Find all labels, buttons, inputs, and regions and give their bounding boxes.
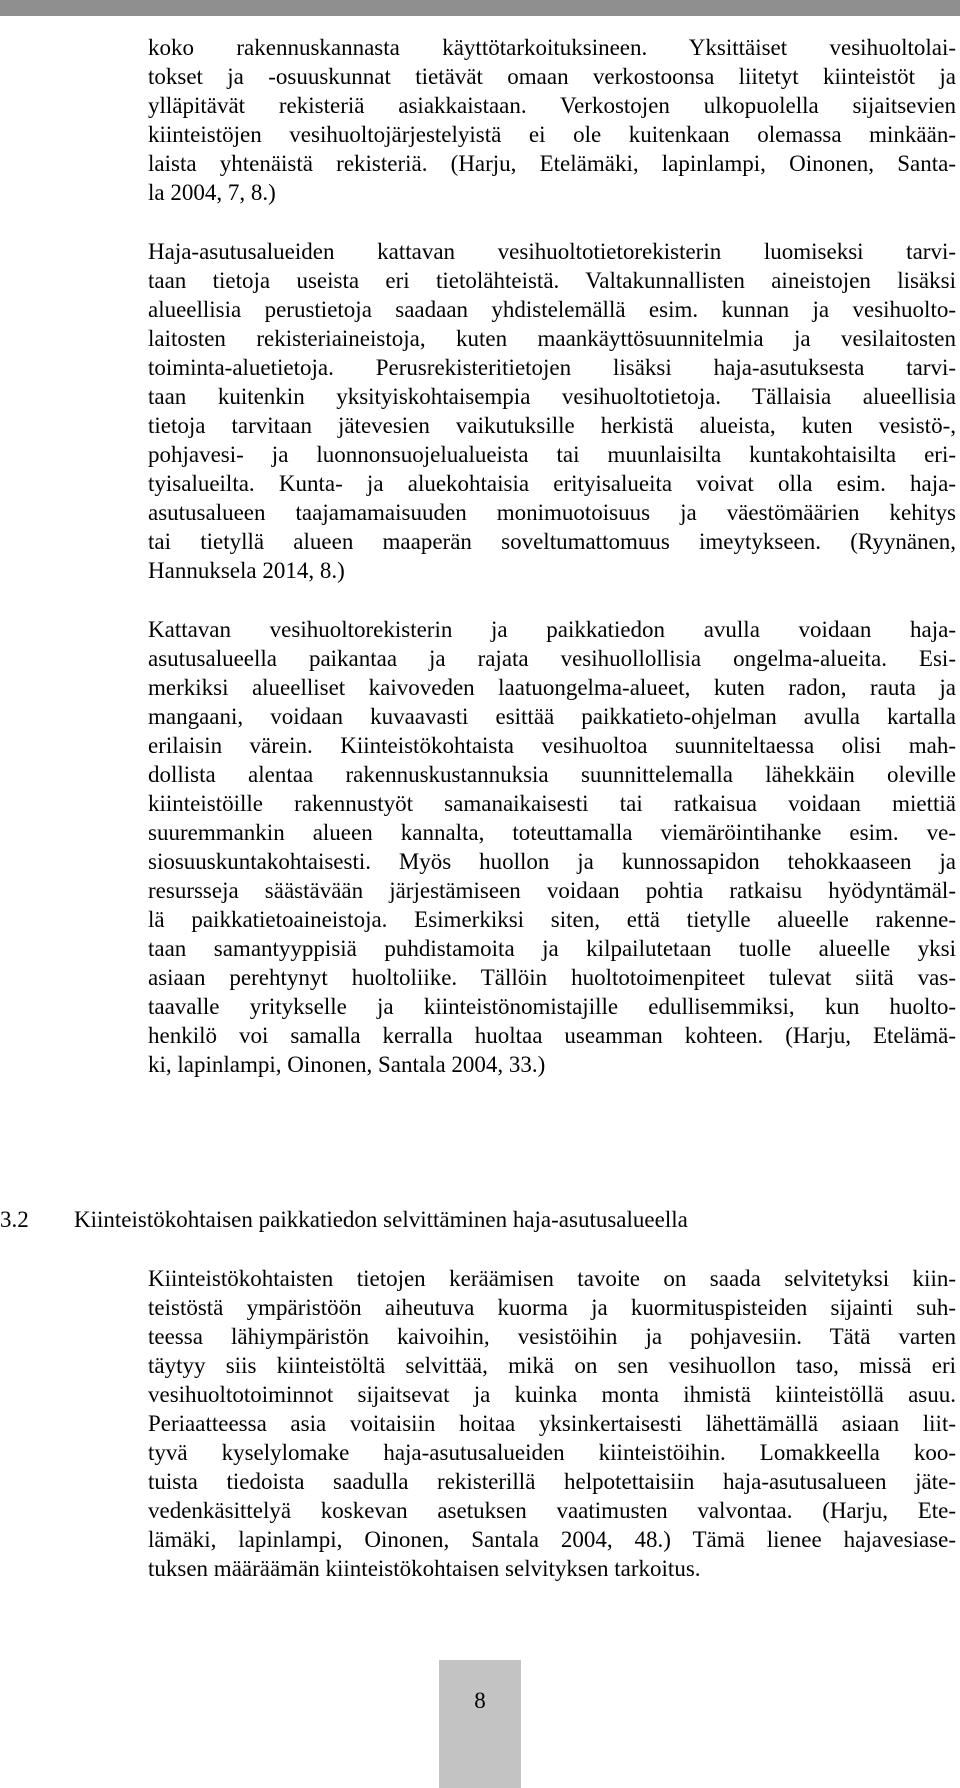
- top-rule: [0, 0, 960, 16]
- text-line: tuista tiedoista saadulla rekisterillä helpotettaisiin haja-asutusalueen jäte-: [148, 1469, 956, 1494]
- text-line: teistöstä ympäristöön aiheutuva kuorma ja kuormituspisteiden sijainti suh-: [148, 1295, 956, 1320]
- page-number-box: [439, 1660, 521, 1788]
- text-line: tuksen määräämän kiinteistökohtaisen selvityksen tarkoitus.: [148, 1556, 701, 1581]
- text-line: vedenkäsittelyä koskevan asetuksen vaatimusten valvontaa. (Harju, Ete-: [148, 1498, 956, 1523]
- text-line: teessa lähiympäristön kaivoihin, vesistöihin ja pohjavesiin. Tätä varten: [148, 1324, 956, 1349]
- text-line: Haja-asutusalueiden kattavan vesihuoltotietorekisterin luomiseksi tarvi-: [148, 239, 956, 264]
- text-line: siosuuskuntakohtaisesti. Myös huollon ja kunnossapidon tehokkaaseen ja: [148, 849, 956, 874]
- text-line: tokset ja -osuuskunnat tietävät omaan verkostoonsa liitetyt kiinteistöt ja: [148, 64, 956, 89]
- text-line: Periaatteessa asia voitaisiin hoitaa yksinkertaisesti lähettämällä asiaan liit-: [148, 1411, 956, 1436]
- text-line: alueellisia perustietoja saadaan yhdistelemällä esim. kunnan ja vesihuolto-: [148, 297, 956, 322]
- text-line: lä paikkatietoaineistoja. Esimerkiksi siten, että tietylle alueelle rakenne-: [148, 907, 956, 932]
- text-line: ylläpitävät rekisteriä asiakkaistaan. Verkostojen ulkopuolella sijaitsevien: [148, 93, 956, 118]
- text-line: Hannuksela 2014, 8.): [148, 558, 345, 583]
- text-line: Kattavan vesihuoltorekisterin ja paikkatiedon avulla voidaan haja-: [148, 617, 956, 642]
- text-line: resursseja säästävään järjestämiseen voidaan pohtia ratkaisu hyödyntämäl-: [148, 878, 956, 903]
- text-line: henkilö voi samalla kerralla huoltaa useamman kohteen. (Harju, Etelämä-: [148, 1023, 956, 1048]
- text-line: asiaan perehtynyt huoltoliike. Tällöin huoltotoimenpiteet tulevat siitä vas-: [148, 965, 956, 990]
- text-line: laitosten rekisteriaineistoja, kuten maankäyttösuunnitelmia ja vesilaitosten: [148, 326, 956, 351]
- text-line: taan kuitenkin yksityiskohtaisempia vesihuoltotietoja. Tällaisia alueellisia: [148, 384, 956, 409]
- text-line: täytyy siis kiinteistöltä selvittää, mikä on sen vesihuollon taso, missä eri: [148, 1353, 956, 1378]
- text-line: Kiinteistökohtaisten tietojen keräämisen tavoite on saada selvitetyksi kiin-: [148, 1266, 956, 1291]
- section-number: 3.2: [0, 1207, 29, 1232]
- text-line: taan tietoja useista eri tietolähteistä. Valtakunnallisten aineistojen lisäksi: [148, 268, 956, 293]
- text-line: la 2004, 7, 8.): [148, 180, 276, 205]
- text-line: taan samantyyppisiä puhdistamoita ja kilpailutetaan tuolle alueelle yksi: [148, 936, 956, 961]
- text-line: tyvä kyselylomake haja-asutusalueiden kiinteistöihin. Lomakkeella koo-: [148, 1440, 956, 1465]
- text-line: tai tietyllä alueen maaperän soveltumattomuus imeytykseen. (Ryynänen,: [148, 529, 956, 554]
- text-line: suuremmankin alueen kannalta, toteuttamalla viemäröintihanke esim. ve-: [148, 820, 956, 845]
- text-line: merkiksi alueelliset kaivoveden laatuongelma-alueet, kuten radon, rauta ja: [148, 675, 956, 700]
- text-line: kiinteistöjen vesihuoltojärjestelyistä ei ole kuitenkaan olemassa minkään-: [148, 122, 956, 147]
- page-number: 8: [474, 1688, 486, 1713]
- text-line: pohjavesi- ja luonnonsuojelualueista tai muunlaisilta kuntakohtaisilta eri-: [148, 442, 956, 467]
- text-line: vesihuoltotoiminnot sijaitsevat ja kuinka monta ihmistä kiinteistöllä asuu.: [148, 1382, 956, 1407]
- text-line: koko rakennuskannasta käyttötarkoituksineen. Yksittäiset vesihuoltolai-: [148, 35, 956, 60]
- text-line: laista yhtenäistä rekisteriä. (Harju, Etelämäki, lapinlampi, Oinonen, Santa-: [148, 151, 956, 176]
- text-line: dollista alentaa rakennuskustannuksia suunnittelemalla lähekkäin oleville: [148, 762, 956, 787]
- text-line: tietoja tarvitaan jätevesien vaikutuksille herkistä alueista, kuten vesistö-,: [148, 413, 956, 438]
- text-line: asutusalueen taajamamaisuuden monimuotoisuus ja väestömäärien kehitys: [148, 500, 956, 525]
- text-line: tyisalueilta. Kunta- ja aluekohtaisia erityisalueita voivat olla esim. haja-: [148, 471, 956, 496]
- text-line: taavalle yritykselle ja kiinteistönomistajille edullisemmiksi, kun huolto-: [148, 994, 956, 1019]
- text-line: ki, lapinlampi, Oinonen, Santala 2004, 33.): [148, 1052, 546, 1077]
- text-line: asutusalueella paikantaa ja rajata vesihuollollisia ongelma-alueita. Esi-: [148, 646, 956, 671]
- text-line: mangaani, voidaan kuvaavasti esittää paikkatieto-ohjelman avulla kartalla: [148, 704, 956, 729]
- text-line: erilaisin värein. Kiinteistökohtaista vesihuoltoa suunniteltaessa olisi mah-: [148, 733, 956, 758]
- text-line: toiminta-aluetietoja. Perusrekisteritietojen lisäksi haja-asutuksesta tarvi-: [148, 355, 956, 380]
- text-line: lämäki, lapinlampi, Oinonen, Santala 2004, 48.) Tämä lienee hajavesiase-: [148, 1527, 956, 1552]
- section-title: Kiinteistökohtaisen paikkatiedon selvittäminen haja-asutusalueella: [74, 1207, 688, 1232]
- text-line: kiinteistöille rakennustyöt samanaikaisesti tai ratkaisua voidaan miettiä: [148, 791, 956, 816]
